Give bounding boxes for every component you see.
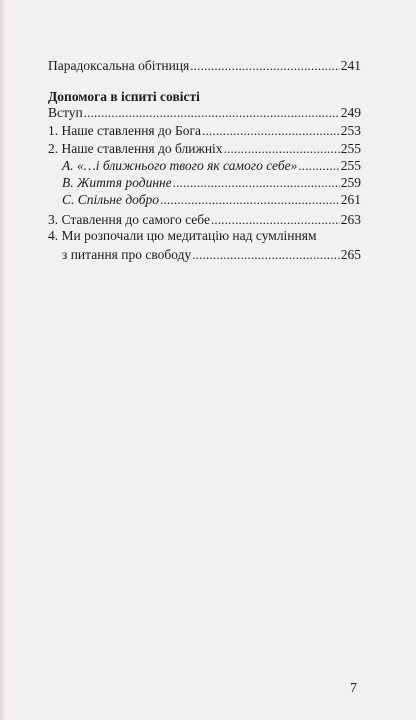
- toc-entry-title: з питання про свободу: [62, 247, 192, 262]
- dot-leader: [202, 124, 340, 138]
- dot-leader: [84, 106, 340, 120]
- page-number: 7: [350, 681, 357, 696]
- toc-entry-title: C. Спільне добро: [62, 192, 160, 207]
- toc-entry-paradoxical-vow: [48, 57, 361, 73]
- toc-entry-page: 259: [340, 175, 361, 190]
- toc-entry-page: 241: [340, 58, 361, 73]
- toc-entry-page: 253: [340, 123, 361, 138]
- toc-entry-page: 261: [340, 192, 361, 207]
- toc-entry-title: B. Життя родинне: [62, 175, 172, 190]
- toc-entry-2b: [62, 174, 361, 190]
- dot-leader: [160, 193, 340, 207]
- dot-leader: [192, 248, 340, 262]
- toc-entry-title: 2. Наше ставлення до ближніх: [48, 141, 223, 156]
- dot-leader: [190, 59, 340, 73]
- toc-entry-2a: [62, 157, 361, 173]
- toc-entry-page: 249: [340, 105, 361, 120]
- dot-leader: [224, 142, 340, 156]
- toc-entry-title: Вступ: [48, 105, 83, 120]
- toc-entry-2c: [62, 191, 361, 207]
- toc-entry-page: 255: [340, 141, 361, 156]
- toc-entry-title: 3. Ставлення до самого себе: [48, 212, 210, 227]
- toc-entry-title: A. «…і ближнього твого як самого себе»: [62, 158, 298, 173]
- dot-leader: [298, 159, 339, 173]
- toc-entry-intro: [48, 104, 361, 120]
- toc-entry-title: Парадоксальна обітниця: [48, 58, 190, 73]
- toc-entry-page: 265: [340, 247, 361, 262]
- dot-leader: [211, 213, 340, 227]
- toc-entry-page: 263: [340, 212, 361, 227]
- toc-entry-title: 1. Наше ставлення до Бога: [48, 123, 202, 138]
- toc-entry-2: [48, 140, 361, 156]
- toc-entry-4-line1: 4. Ми розпочали цю медитацію над сумлінням: [48, 228, 317, 243]
- spine-shadow: [0, 0, 6, 720]
- toc-entry-page: 255: [340, 158, 361, 173]
- toc-entry-4: [62, 246, 361, 262]
- toc-entry-3: [48, 211, 361, 227]
- dot-leader: [173, 176, 340, 190]
- section-heading: Допомога в іспиті совісті: [48, 89, 200, 104]
- toc-entry-1: [48, 122, 361, 138]
